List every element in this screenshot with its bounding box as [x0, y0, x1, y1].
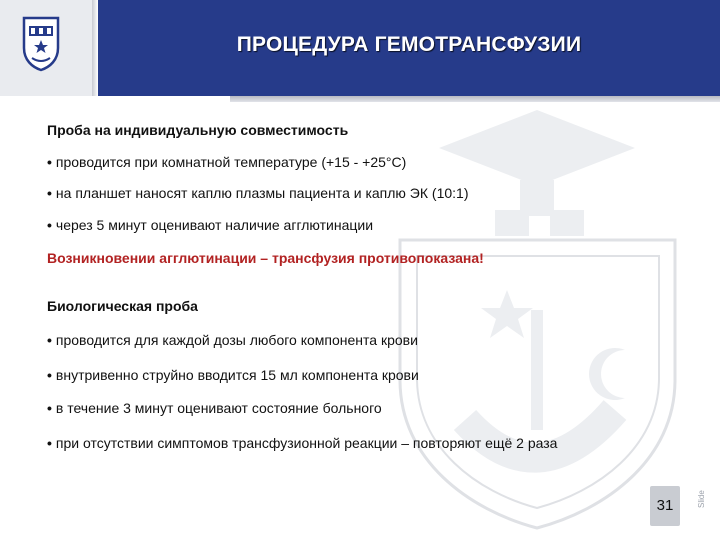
- bullet-icon: •: [47, 367, 52, 383]
- bullet-icon: •: [47, 400, 52, 416]
- list-item-text: через 5 минут оценивают наличие агглютинации: [55, 217, 374, 233]
- list-item-text: при отсутствии симптомов трансфузионной реакции – повторяют ещё 2 раза: [55, 435, 558, 451]
- page-title: ПРОЦЕДУРА ГЕМОТРАНСФУЗИИ: [236, 33, 582, 56]
- list-item: [47, 184, 659, 202]
- bullet-icon: •: [47, 185, 52, 201]
- banner-shadow: [230, 96, 720, 102]
- page-number: 31: [650, 486, 680, 526]
- list-item: [47, 331, 659, 349]
- bullet-icon: •: [47, 332, 52, 348]
- list-item-text: на планшет наносят каплю плазмы пациента и каплю ЭК (10:1): [55, 185, 469, 201]
- title-banner: [98, 0, 720, 96]
- slide-label: Slide: [697, 490, 706, 508]
- section-heading: Проба на индивидуальную совместимость: [47, 122, 349, 138]
- list-item: [47, 366, 659, 384]
- list-item: [47, 216, 659, 234]
- list-item-text: проводится при комнатной температуре (+15 - +25°С): [55, 154, 407, 170]
- list-item: [47, 399, 659, 417]
- list-item-text: в течение 3 минут оценивают состояние больного: [55, 400, 382, 416]
- section-heading: Биологическая проба: [47, 298, 198, 314]
- university-crest-icon: [20, 14, 62, 72]
- crest-watermark-icon: [345, 110, 720, 530]
- bullet-icon: •: [47, 435, 52, 451]
- list-item: [47, 153, 659, 171]
- bullet-icon: •: [47, 154, 52, 170]
- warning-text: Возникновении агглютинации – трансфузия противопоказана!: [47, 250, 484, 266]
- bullet-icon: •: [47, 217, 52, 233]
- list-item-text: проводится для каждой дозы любого компонента крови: [55, 332, 418, 348]
- logo-strip: [0, 0, 92, 96]
- list-item-text: внутривенно струйно вводится 15 мл компонента крови: [55, 367, 419, 383]
- list-item: [47, 434, 659, 452]
